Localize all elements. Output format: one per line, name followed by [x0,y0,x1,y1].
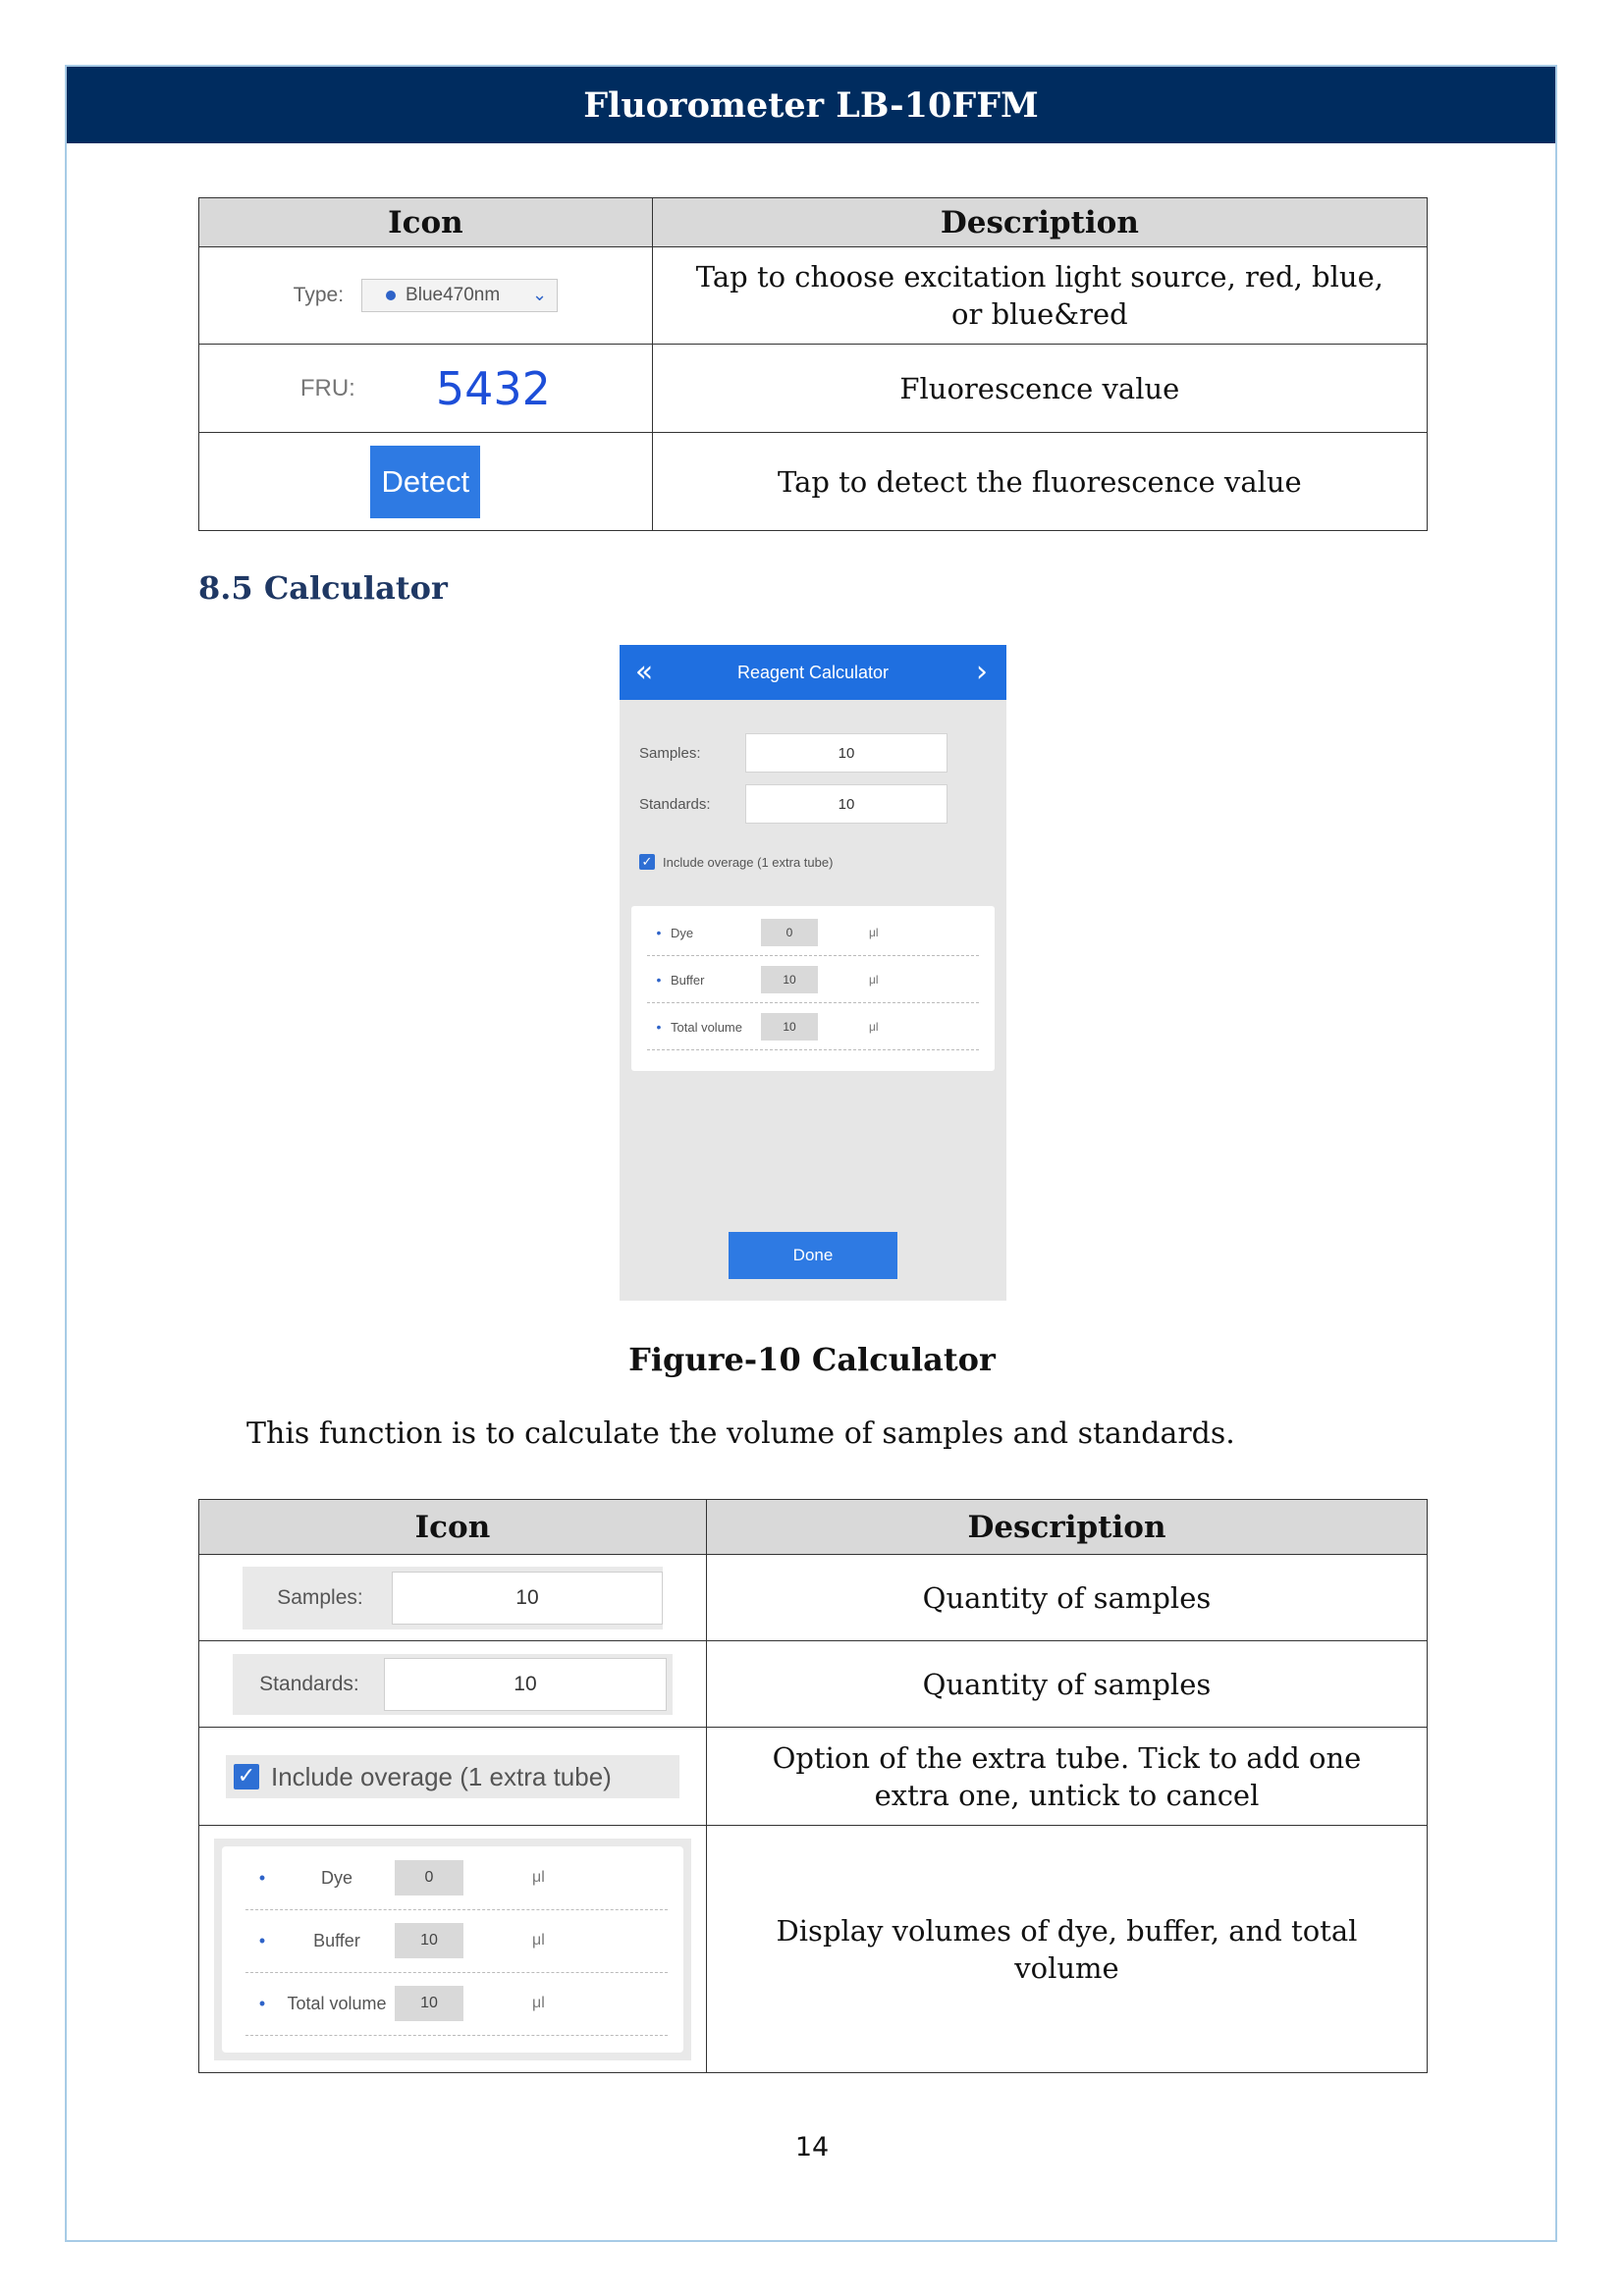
list-item: • Total volume 10 μl [245,1972,668,2036]
checkbox-checked-icon: ✓ [234,1764,259,1789]
table-cell-description: Quantity of samples [706,1641,1427,1728]
icon-table-2 [198,1499,1428,2073]
overage-checkbox-icon: ✓ Include overage (1 extra tube) [226,1755,679,1798]
table-header-icon: Icon [199,1500,707,1555]
bullet-icon: • [656,1019,662,1035]
table-row [199,345,1428,433]
list-item: • Buffer 10 μl [245,1909,668,1973]
list-item: • Dye 0 μl [647,910,979,956]
table-cell-description: Quantity of samples [706,1555,1427,1641]
page-number: 14 [794,2132,830,2163]
samples-input[interactable]: 10 [745,733,947,773]
list-item: • Dye 0 μl [245,1846,668,1910]
list-item: • Total volume 10 μl [647,1004,979,1050]
bullet-icon: • [656,925,662,940]
header-title: Fluorometer LB-10FFM [583,84,1039,126]
done-button[interactable]: Done [729,1232,897,1279]
standards-field-icon: Standards: 10 [233,1654,673,1715]
table-row [199,247,1428,345]
icon-table-1 [198,197,1428,531]
chevron-down-icon: ⌄ [531,285,548,305]
standards-row: Standards: 10 [639,784,947,824]
figure-caption: Figure-10 Calculator [628,1341,996,1378]
body-paragraph: This function is to calculate the volume of samples and standards. [246,1416,1235,1451]
table-cell-description: Fluorescence value [652,345,1427,433]
table-header-icon: Icon [199,198,653,247]
page-header [67,67,1555,143]
chevron-right-icon[interactable]: › [976,655,988,689]
light-source-select: Blue470nm ⌄ [361,279,558,312]
bullet-icon: • [656,972,662,988]
detect-button-icon: Detect [370,446,480,518]
table-header-description: Description [706,1500,1427,1555]
table-cell-description: Option of the extra tube. Tick to add one extra one, untick to cancel [706,1728,1427,1826]
table-cell-description: Display volumes of dye, buffer, and total volume [706,1826,1427,2073]
type-selector-icon: Type: Blue470nm ⌄ [199,277,652,314]
samples-field-icon: Samples: 10 [243,1567,663,1629]
samples-row: Samples: 10 [639,733,947,773]
volume-list-icon [214,1839,691,2060]
bullet-icon: • [258,1993,266,2013]
table-row [199,1728,1428,1826]
phone-title-bar [620,645,1006,700]
table-row [199,1641,1428,1728]
bullet-icon: • [258,1867,266,1888]
table-row [199,433,1428,531]
volume-panel [631,906,995,1071]
standards-input[interactable]: 10 [745,784,947,824]
calculator-screenshot [620,645,1006,1301]
list-item: • Buffer 10 μl [647,957,979,1003]
fru-value-icon: FRU: 5432 [299,361,551,415]
phone-title: Reagent Calculator [736,662,890,682]
overage-checkbox-row[interactable]: ✓ Include overage (1 extra tube) [639,854,833,870]
table-cell-description: Tap to choose excitation light source, red, blue, or blue&red [652,247,1427,345]
bullet-icon: • [258,1930,266,1950]
checkbox-checked-icon[interactable]: ✓ [639,854,655,870]
table-row [199,1826,1428,2073]
table-header-description: Description [652,198,1427,247]
table-cell-description: Tap to detect the fluorescence value [652,433,1427,531]
blue-dot-icon [386,291,396,300]
table-row [199,1555,1428,1641]
double-chevron-left-icon[interactable]: « [634,655,654,689]
section-title: 8.5 Calculator [198,569,448,607]
